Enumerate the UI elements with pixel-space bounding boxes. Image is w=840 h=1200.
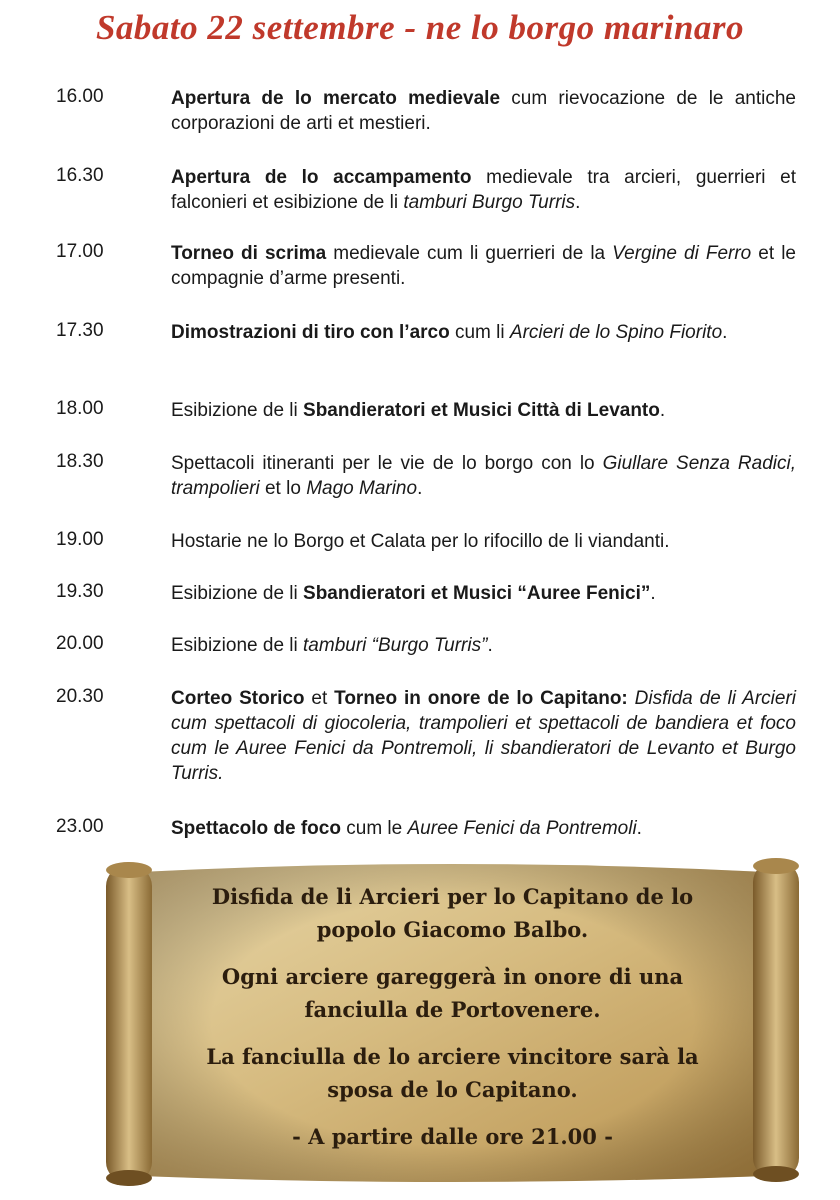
event-text-segment: cum li [449,322,510,343]
event-description [171,686,796,786]
event-text-segment: Esibizione de li [171,635,304,656]
event-text-segment: Spettacolo de foco [171,818,341,839]
parchment-scroll [100,858,805,1188]
event-text-segment: . [722,322,728,343]
event-text-segment: Esibizione de li [171,583,304,604]
event-time: 17.30 [56,320,104,341]
event-text-segment: . [487,635,493,656]
event-text-segment: Vergine di Ferro [612,243,752,264]
event-text-segment: Mago Marino [306,478,418,499]
event-time: 23.00 [56,816,104,837]
event-text-segment: . [575,192,581,213]
scroll-paragraph: Ogni arciere gareggerà in onore di una fanciulla de Portovenere. [221,964,684,1022]
event-text-segment: Spettacoli itineranti per le vie de lo borgo con lo [171,453,603,474]
event-time: 18.30 [56,451,104,472]
event-time: 18.00 [56,398,104,419]
page-title: Sabato 22 settembre - ne lo borgo marinaro [95,8,745,47]
event-text-segment: Torneo di scrima [171,243,327,264]
event-description [171,398,796,423]
scroll-paragraph: - A partire dalle ore 21.00 - [292,1124,613,1149]
event-time: 20.00 [56,633,104,654]
event-text-segment: Sbandieratori et Musici Città di Levanto [303,400,660,421]
event-description [171,86,796,136]
event-text-segment: . [636,818,642,839]
event-time: 19.00 [56,529,104,550]
event-text-segment: Corteo Storico [171,688,305,709]
event-text-segment: tamburi “Burgo Turris” [303,635,488,656]
event-text-segment: Disfida de li Arcieri cum spettacoli di giocoleria, trampolieri et spettacoli de bandiera et foco cum le Auree Fenici da Pontremoli, li sbandieratori de Levanto et Burgo Turris. [171,688,797,784]
event-description [171,816,796,841]
event-text-segment: cum le [340,818,408,839]
event-text-segment: et [304,688,335,709]
event-text-segment: Dimostrazioni di tiro con l’arco [171,322,450,343]
event-text-segment: Auree Fenici da Pontremoli [407,818,637,839]
event-text-segment: Apertura de lo mercato medievale [171,88,501,109]
scroll-text [180,880,725,1167]
event-time: 17.00 [56,241,104,262]
event-time: 20.30 [56,686,104,707]
scroll-paragraph: Disfida de li Arcieri per lo Capitano de lo popolo Giacomo Balbo. [211,884,694,942]
event-text-segment: . [417,478,423,499]
event-text-segment: Hostarie ne lo Borgo et Calata per lo rifocillo de li viandanti. [171,531,670,552]
event-text-segment: tamburi Burgo Turris [403,192,576,213]
event-description [171,581,796,606]
event-text-segment: . [659,400,666,421]
event-text-segment: Arcieri de lo Spino Fiorito [509,322,723,343]
event-text-segment: medievale tra arcieri, guerrieri et falconieri et esibizione de li [171,167,796,213]
event-text-segment: Sbandieratori et Musici “Auree Fenici” [303,583,651,604]
event-time: 16.30 [56,165,104,186]
event-description [171,320,796,345]
event-description [171,451,796,501]
event-text-segment: medievale cum li guerrieri de la [326,243,613,264]
event-text-segment: cum rievocazione de le antiche corporazioni de arti et mestieri. [171,88,796,134]
event-description [171,241,796,291]
event-description [171,633,796,658]
event-description [171,529,796,554]
event-text-segment: Apertura de lo accampamento [171,167,472,188]
event-description [171,165,796,215]
event-time: 19.30 [56,581,104,602]
event-text-segment: Giullare Senza Radici, trampolieri [171,453,796,499]
event-text-segment [628,688,635,709]
event-text-segment: Torneo in onore de lo Capitano: [334,688,628,709]
event-text-segment: et lo [259,478,307,499]
event-text-segment: Esibizione de li [171,400,304,421]
event-text-segment: et le compagnie d’arme presenti. [171,243,796,289]
event-text-segment: . [650,583,656,604]
scroll-paragraph: La fanciulla de lo arciere vincitore sarà la sposa de lo Capitano. [206,1044,699,1102]
event-time: 16.00 [56,86,104,107]
